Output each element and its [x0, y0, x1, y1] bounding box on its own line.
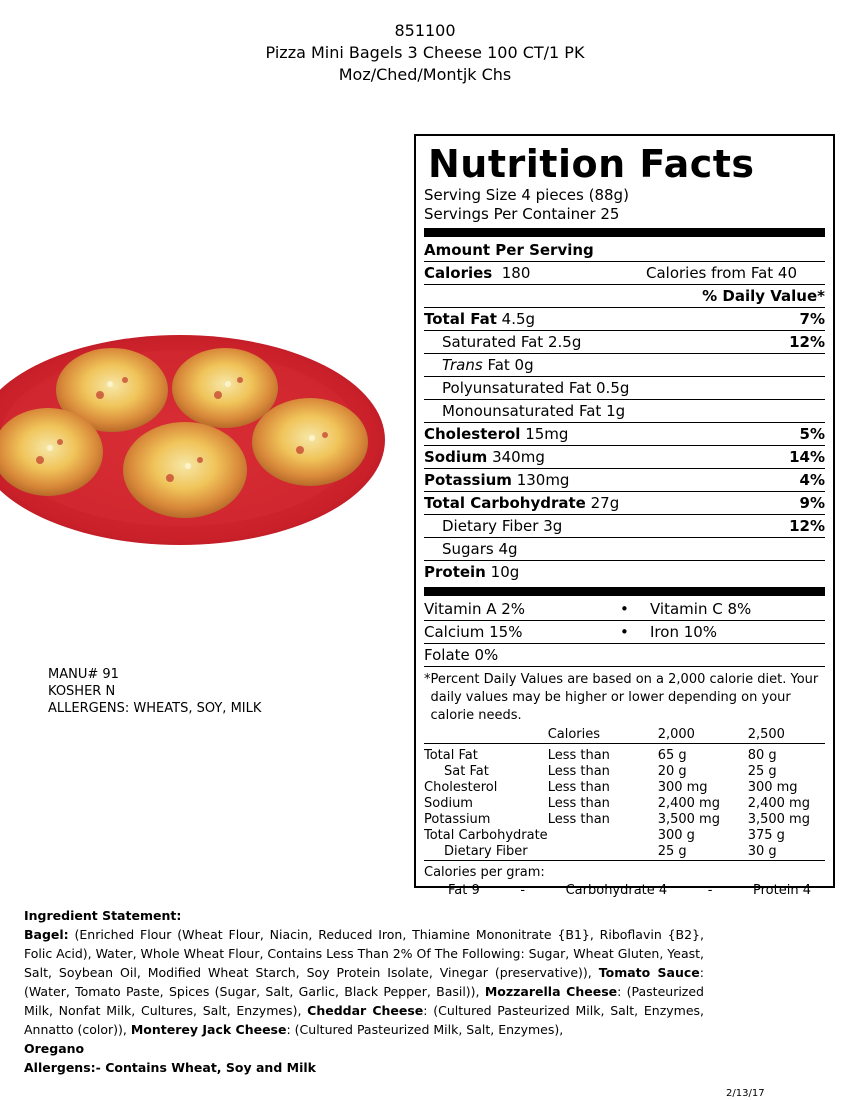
dv-header-cell: Calories	[547, 727, 601, 742]
dv-cell: 80 g	[747, 748, 777, 763]
vitamin-row	[424, 644, 825, 667]
monterey-jack-label: Monterey Jack Cheese	[130, 1022, 287, 1037]
footnote-text: Percent Daily Values are based on a 2,000 calorie diet. Your daily values may be higher or lower depending on your calorie needs.	[430, 672, 819, 723]
amount-per-serving-label: Amount Per Serving	[424, 241, 594, 259]
dv-cell: 30 g	[747, 844, 777, 859]
kosher-status: KOSHER N	[48, 684, 116, 699]
dv-cell: Less than	[547, 764, 610, 779]
dv-table-row	[424, 796, 825, 812]
nutrient-row-protein	[424, 561, 825, 583]
nutrient-row-polyunsaturated-fat	[424, 377, 825, 400]
nutrient-dv: 7%	[799, 310, 825, 328]
vitamin-separator: •	[620, 623, 629, 641]
nutrient-label: Total Carbohydrate	[424, 494, 586, 512]
dv-table-row	[424, 812, 825, 828]
nutrient-row-total-fat	[424, 308, 825, 331]
ingredient-statement	[24, 906, 704, 1077]
cpg-separator: -	[707, 883, 713, 898]
nutrient-amount: 4g	[498, 540, 518, 558]
nutrient-amount: 27g	[590, 494, 620, 512]
nutrient-amount: 0.5g	[596, 379, 630, 397]
nutrient-amount: Fat 0g	[487, 356, 534, 374]
nutrient-row-monounsaturated-fat	[424, 400, 825, 423]
vitamin-row	[424, 598, 825, 621]
bagel-text: (Enriched Flour (Wheat Flour, Niacin, Reduced Iron, Thiamine Mononitrate {B1}, Riboflavin {B2}, Folic Acid), Water, Whole Wheat Flour, Contains Less Than 2% Of The Following: Sugar, Wheat Gluten, Yeast, Salt, Soybean Oil, Modified Wheat Starch, Soy Protein Isolate, Vinegar (preservative)),	[24, 927, 704, 980]
dv-table-row	[424, 780, 825, 796]
daily-value-header: % Daily Value*	[702, 287, 825, 305]
dv-cell: Sodium	[424, 796, 473, 811]
dv-cell: Cholesterol	[424, 780, 498, 795]
dv-header-cell: 2,500	[747, 727, 785, 742]
divider-thick	[424, 228, 825, 237]
servings-per-container: Servings Per Container 25	[424, 205, 620, 223]
nutrient-label: Cholesterol	[424, 425, 521, 443]
dv-table-row	[424, 744, 825, 765]
allergens-summary: ALLERGENS: WHEATS, SOY, MILK	[48, 701, 262, 716]
nutrient-row-sugars	[424, 538, 825, 561]
daily-value-table	[424, 727, 825, 860]
nutrient-row-saturated-fat	[424, 331, 825, 354]
nutrient-label: Saturated Fat	[442, 333, 544, 351]
dv-header-cell	[424, 727, 548, 744]
dv-cell: 300 mg	[657, 780, 708, 795]
dv-cell: 2,400 mg	[747, 796, 810, 811]
dv-cell: Less than	[547, 796, 610, 811]
dv-cell	[548, 844, 658, 860]
cpg-fat: Fat 9	[448, 883, 480, 898]
nutrient-label: Sugars	[442, 540, 494, 558]
mozzarella-label: Mozzarella Cheese	[484, 984, 618, 999]
document-date: 2/13/17	[726, 1088, 765, 1099]
nutrient-row-trans-fat	[424, 354, 825, 377]
cpg-protein: Protein 4	[753, 883, 811, 898]
vitamin-separator: •	[620, 600, 629, 618]
vitamin-right: Iron 10%	[650, 623, 718, 641]
dv-cell: 65 g	[657, 748, 687, 763]
nutrient-dv: 9%	[799, 494, 825, 512]
ingredient-body	[24, 925, 704, 1039]
dv-cell: Total Fat	[424, 748, 478, 763]
nutrient-label: Protein	[424, 563, 486, 581]
product-meta	[48, 666, 261, 717]
dv-cell: 3,500 mg	[657, 812, 720, 827]
nutrient-amount: 340mg	[492, 448, 545, 466]
nutrient-dv: 5%	[799, 425, 825, 443]
daily-value-header-row	[424, 285, 825, 308]
nutrient-amount: 1g	[606, 402, 626, 420]
nutrient-row-dietary-fiber	[424, 515, 825, 538]
mozzarella-text: : (Pasteurized Milk, Nonfat Milk, Cultures, Salt, Enzymes),	[24, 984, 704, 1018]
nutrition-title: Nutrition Facts	[428, 142, 755, 186]
dv-cell: 2,400 mg	[657, 796, 720, 811]
dv-cell: Sat Fat	[444, 764, 489, 779]
sauce-text: : (Water, Tomato Paste, Spices (Sugar, Salt, Garlic, Black Pepper, Basil)),	[24, 965, 704, 999]
daily-value-footnote	[424, 667, 825, 727]
nutrient-label: Total Fat	[424, 310, 497, 328]
oregano: Oregano	[24, 1041, 85, 1056]
dv-cell	[548, 828, 658, 844]
item-number: 851100	[394, 21, 456, 40]
nutrient-dv: 12%	[789, 333, 825, 351]
nutrient-label: Trans	[442, 356, 483, 374]
nutrient-amount: 4.5g	[501, 310, 536, 328]
dv-cell: 3,500 mg	[747, 812, 810, 827]
allergens-statement: Allergens:- Contains Wheat, Soy and Milk	[24, 1060, 316, 1075]
dv-cell: 375 g	[747, 828, 785, 843]
product-header	[0, 20, 850, 86]
nutrient-dv: 4%	[799, 471, 825, 489]
dv-cell: 20 g	[657, 764, 687, 779]
dv-table-row	[424, 828, 825, 844]
product-name: Pizza Mini Bagels 3 Cheese 100 CT/1 PK	[265, 43, 585, 62]
vitamin-right: Vitamin C 8%	[650, 600, 752, 618]
nutrient-label: Dietary Fiber	[442, 517, 539, 535]
nutrient-amount: 15mg	[525, 425, 569, 443]
calories-from-fat: Calories from Fat 40	[645, 264, 797, 282]
dv-cell: Less than	[547, 780, 610, 795]
nutrient-dv: 12%	[789, 517, 825, 535]
dv-cell: 25 g	[747, 764, 777, 779]
dv-table-row	[424, 764, 825, 780]
cheddar-text: : (Cultured Pasteurized Milk, Salt, Enzymes, Annatto (color)),	[24, 1003, 705, 1037]
monterey-jack-text: : (Cultured Pasteurized Milk, Salt, Enzymes),	[286, 1022, 564, 1037]
footnote-star: *	[424, 672, 431, 687]
nutrient-amount: 3g	[543, 517, 563, 535]
nutrient-row-sodium	[424, 446, 825, 469]
bagel-label: Bagel:	[24, 927, 69, 942]
divider-thick	[424, 587, 825, 596]
vitamin-row	[424, 621, 825, 644]
cpg-carbohydrate: Carbohydrate 4	[565, 883, 668, 898]
vitamin-separator	[620, 645, 650, 665]
serving-size: Serving Size 4 pieces (88g)	[424, 186, 629, 204]
dv-header-cell: 2,000	[657, 727, 695, 742]
cheddar-label: Cheddar Cheese	[307, 1003, 424, 1018]
dv-cell: Potassium	[424, 812, 491, 827]
dv-cell: Dietary Fiber	[444, 844, 528, 859]
dv-cell: 25 g	[657, 844, 687, 859]
vitamin-left: Vitamin A 2%	[424, 600, 526, 618]
nutrition-facts-panel	[414, 134, 835, 898]
nutrient-amount: 2.5g	[547, 333, 582, 351]
nutrient-label: Potassium	[424, 471, 512, 489]
nutrient-row-total-carbohydrate	[424, 492, 825, 515]
calories-per-gram-label: Calories per gram:	[424, 865, 545, 880]
nutrient-label: Sodium	[424, 448, 488, 466]
nutrient-amount: 10g	[490, 563, 520, 581]
vitamin-left: Calcium 15%	[424, 623, 523, 641]
calories-label: Calories	[424, 264, 493, 282]
calories-per-gram-values	[424, 882, 825, 900]
cpg-separator: -	[520, 883, 526, 898]
nutrient-dv: 14%	[789, 448, 825, 466]
nutrient-row-potassium	[424, 469, 825, 492]
dv-cell: Less than	[547, 748, 610, 763]
calories-per-gram	[424, 860, 825, 900]
nutrient-amount: 130mg	[516, 471, 570, 489]
dv-cell: Total Carbohydrate	[424, 828, 548, 843]
dv-table-header	[424, 727, 825, 744]
ingredient-title: Ingredient Statement:	[24, 908, 182, 923]
vitamin-left: Folate 0%	[424, 646, 499, 664]
nutrient-label: Monounsaturated Fat	[442, 402, 602, 420]
manu-number: MANU# 91	[48, 667, 119, 682]
sauce-label: Tomato Sauce	[598, 965, 700, 980]
dv-table-row	[424, 844, 825, 860]
product-photo	[0, 300, 390, 560]
calories-value: 180	[501, 264, 531, 282]
dv-cell: 300 g	[657, 828, 695, 843]
dv-cell: 300 mg	[747, 780, 798, 795]
dv-cell: Less than	[547, 812, 610, 827]
nutrient-row-cholesterol	[424, 423, 825, 446]
amount-per-serving	[424, 239, 825, 262]
nutrient-label: Polyunsaturated Fat	[442, 379, 592, 397]
calories-row	[424, 262, 825, 285]
product-variant: Moz/Ched/Montjk Chs	[338, 65, 512, 84]
